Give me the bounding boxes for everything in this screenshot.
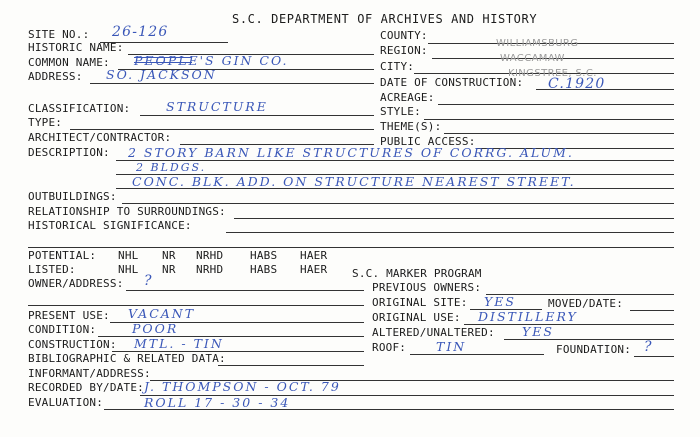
potential-habs: HABS xyxy=(250,249,278,262)
bibliographic-line xyxy=(218,365,364,366)
address-line xyxy=(90,83,374,84)
listed-nrhd: NRHD xyxy=(196,263,224,276)
type-line xyxy=(70,129,374,130)
common-name-strike-bottom xyxy=(134,62,192,63)
present-use-value: VACANT xyxy=(128,306,196,321)
description-value-3: CONC. BLK. ADD. ON STRUCTURE NEAREST STREET. xyxy=(132,174,576,189)
owner-address-continuation-line xyxy=(28,305,364,306)
potential-haer: HAER xyxy=(300,249,328,262)
original-use-value: DISTILLERY xyxy=(478,309,578,324)
region-stamp: WACCAMAW xyxy=(500,53,565,64)
condition-value: POOR xyxy=(132,321,179,336)
original-use-line xyxy=(464,324,674,325)
listed-nhl: NHL xyxy=(118,263,139,276)
original-site-label: ORIGINAL SITE: xyxy=(372,296,468,309)
potential-nrhd: NRHD xyxy=(196,249,224,262)
public-access-label: PUBLIC ACCESS: xyxy=(380,135,476,148)
classification-line xyxy=(140,115,374,116)
description-label: DESCRIPTION: xyxy=(28,146,110,159)
significance-continuation-line xyxy=(28,247,674,248)
architect-label: ARCHITECT/CONTRACTOR: xyxy=(28,131,172,144)
common-name-label: COMMON NAME: xyxy=(28,56,110,69)
city-stamp: KINGSTREE, S.C. xyxy=(508,68,597,79)
listed-nr: NR xyxy=(162,263,176,276)
city-label: CITY: xyxy=(380,60,415,73)
evaluation-value: ROLL 17 - 30 - 34 xyxy=(144,395,291,410)
foundation-value: ? xyxy=(644,339,653,355)
style-label: STYLE: xyxy=(380,105,421,118)
themes-label: THEME(S): xyxy=(380,120,442,133)
classification-label: CLASSIFICATION: xyxy=(28,102,131,115)
county-label: COUNTY: xyxy=(380,29,428,42)
common-name-strike-top xyxy=(134,57,192,58)
potential-nhl: NHL xyxy=(118,249,139,262)
style-line xyxy=(424,119,674,120)
roof-label: ROOF: xyxy=(372,341,407,354)
county-stamp: WILLIAMSBURG xyxy=(496,38,579,49)
potential-label: POTENTIAL: xyxy=(28,249,97,262)
recorded-by-label: RECORDED BY/DATE: xyxy=(28,381,144,394)
historic-name-label: HISTORIC NAME: xyxy=(28,41,124,54)
condition-label: CONDITION: xyxy=(28,323,97,336)
historical-significance-line xyxy=(226,232,674,233)
foundation-label: FOUNDATION: xyxy=(556,343,632,356)
recorded-by-value: J. THOMPSON - OCT. 79 xyxy=(144,379,341,394)
acreage-line xyxy=(438,104,674,105)
region-label: REGION: xyxy=(380,44,428,57)
form-title: S.C. DEPARTMENT OF ARCHIVES AND HISTORY xyxy=(232,12,538,26)
roof-value: TIN xyxy=(436,339,467,354)
moved-date-label: MOVED/DATE: xyxy=(548,297,624,310)
foundation-line xyxy=(634,356,674,357)
informant-label: INFORMANT/ADDRESS: xyxy=(28,367,151,380)
potential-nr: NR xyxy=(162,249,176,262)
roof-line xyxy=(410,354,544,355)
owner-address-value: ? xyxy=(144,273,153,289)
type-label: TYPE: xyxy=(28,116,63,129)
acreage-label: ACREAGE: xyxy=(380,91,435,104)
moved-date-line xyxy=(630,310,674,311)
relationship-label: RELATIONSHIP TO SURROUNDINGS: xyxy=(28,205,226,218)
listed-haer: HAER xyxy=(300,263,328,276)
classification-value: STRUCTURE xyxy=(166,99,268,114)
common-name-value: PEOPLE'S GIN CO. xyxy=(134,53,289,68)
themes-line xyxy=(444,133,674,134)
marker-program-label: S.C. MARKER PROGRAM xyxy=(352,267,482,280)
date-of-construction-value: C.1920 xyxy=(548,76,606,92)
previous-owners-label: PREVIOUS OWNERS: xyxy=(372,281,482,294)
historical-significance-label: HISTORICAL SIGNIFICANCE: xyxy=(28,219,192,232)
construction-value: MTL. - TIN xyxy=(134,336,224,351)
description-value-1: 2 STORY BARN LIKE STRUCTURES OF CORRG. ALUM. xyxy=(128,145,574,160)
evaluation-label: EVALUATION: xyxy=(28,396,104,409)
address-label: ADDRESS: xyxy=(28,70,83,83)
owner-address-line xyxy=(126,290,364,291)
outbuildings-line xyxy=(122,203,674,204)
owner-address-label: OWNER/ADDRESS: xyxy=(28,277,124,290)
site-no-label: SITE NO.: xyxy=(28,28,90,41)
listed-label: LISTED: xyxy=(28,263,76,276)
relationship-line xyxy=(234,218,674,219)
present-use-label: PRESENT USE: xyxy=(28,309,110,322)
original-use-label: ORIGINAL USE: xyxy=(372,311,461,324)
date-of-construction-label: DATE OF CONSTRUCTION: xyxy=(380,76,524,89)
site-no-value: 26-126 xyxy=(112,24,169,40)
altered-value: YES xyxy=(522,324,554,339)
address-value: SO. JACKSON xyxy=(106,67,217,82)
listed-habs: HABS xyxy=(250,263,278,276)
bibliographic-label: BIBLIOGRAPHIC & RELATED DATA: xyxy=(28,352,226,365)
construction-label: CONSTRUCTION: xyxy=(28,338,117,351)
altered-label: ALTERED/UNALTERED: xyxy=(372,326,495,339)
description-value-2: 2 BLDGS. xyxy=(136,161,207,174)
outbuildings-label: OUTBUILDINGS: xyxy=(28,190,117,203)
original-site-value: YES xyxy=(484,294,516,309)
